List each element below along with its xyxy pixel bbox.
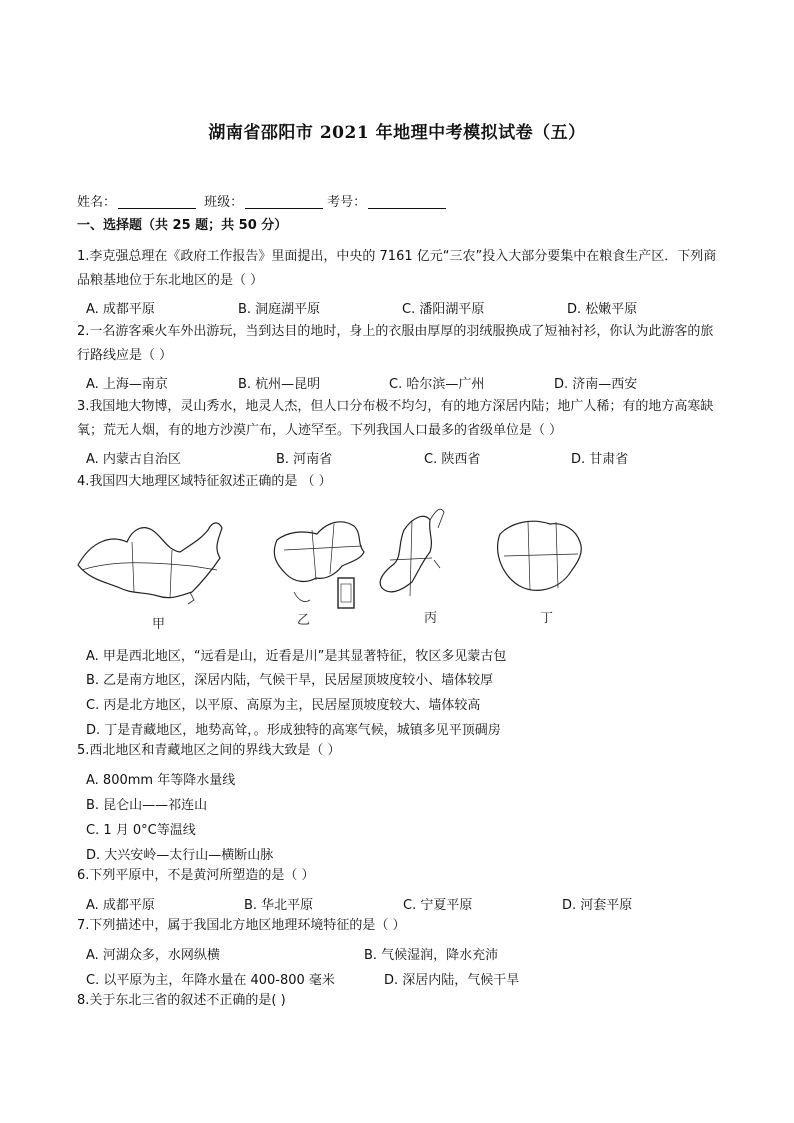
id-blank[interactable] bbox=[368, 194, 446, 209]
map-bing bbox=[380, 509, 444, 596]
q7-option-b[interactable]: B. 气候湿润，降水充沛 bbox=[364, 948, 499, 963]
question-6-options bbox=[86, 894, 726, 914]
class-blank[interactable] bbox=[245, 194, 323, 209]
class-label: 班级： bbox=[204, 195, 244, 210]
q7-option-c[interactable]: C. 以平原为主，年降水量在 400-800 毫米 bbox=[86, 973, 335, 988]
question-1: 1.李克强总理在《政府工作报告》里面提出，中央的 7161 亿元“三农”投入大部分要集中在粮食生产区．下列商品粮基地位于东北地区的是（ ） bbox=[77, 249, 717, 288]
q7-option-d[interactable]: D. 深居内陆，气候干旱 bbox=[384, 973, 520, 988]
q6-option-d[interactable]: D. 河套平原 bbox=[562, 898, 633, 913]
page-title: 湖南省邵阳市 2021 年地理中考模拟试卷（五） bbox=[208, 123, 586, 143]
q4-option-b[interactable]: B. 乙是南方地区，深居内陆，气候干旱，民居屋顶坡度较小、墙体较厚 bbox=[86, 673, 494, 688]
question-7-options-row2 bbox=[86, 969, 726, 989]
q6-option-c[interactable]: C. 宁夏平原 bbox=[403, 898, 473, 913]
q3-option-a[interactable]: A. 内蒙古自治区 bbox=[86, 452, 181, 467]
section-heading: 一、选择题（共 25 题；共 50 分） bbox=[77, 218, 288, 233]
q1-option-c[interactable]: C. 潘阳湖平原 bbox=[402, 302, 485, 317]
q2-option-c[interactable]: C. 哈尔滨—广州 bbox=[389, 377, 485, 392]
q1-option-d[interactable]: D. 松嫩平原 bbox=[567, 302, 638, 317]
question-1-options bbox=[86, 298, 726, 318]
map-label-jia: 甲 bbox=[152, 617, 166, 630]
q3-option-c[interactable]: C. 陕西省 bbox=[424, 452, 481, 467]
q5-option-b[interactable]: B. 昆仑山——祁连山 bbox=[86, 798, 208, 813]
q4-option-d[interactable]: D. 丁是青藏地区，地势高耸，。形成独特的高寒气候，城镇多见平顶碉房 bbox=[86, 723, 501, 738]
student-info-line bbox=[77, 191, 450, 210]
q5-option-a[interactable]: A. 800mm 年等降水量线 bbox=[86, 773, 236, 788]
q2-option-a[interactable]: A. 上海—南京 bbox=[86, 377, 168, 392]
question-3: 3.我国地大物博，灵山秀水，地灵人杰，但人口分布极不均匀，有的地方深居内陆；地广人稀；有的地方高寒缺氧；荒无人烟，有的地方沙漠广布，人迹罕至。下列我国人口最多的省级单位是（ ） bbox=[77, 399, 714, 438]
region-maps bbox=[72, 500, 592, 630]
name-blank[interactable] bbox=[118, 194, 196, 209]
q3-option-d[interactable]: D. 甘肃省 bbox=[571, 452, 629, 467]
question-3-options bbox=[86, 448, 726, 468]
q4-option-a[interactable]: A. 甲是西北地区，“远看是山，近看是川”是其显著特征，牧区多见蒙古包 bbox=[86, 649, 507, 664]
name-label: 姓名： bbox=[77, 195, 117, 210]
question-6: 6.下列平原中，不是黄河所塑造的是（ ） bbox=[77, 868, 315, 883]
question-7-options-row1 bbox=[86, 944, 726, 964]
question-8: 8.关于东北三省的叙述不正确的是( ) bbox=[77, 993, 286, 1008]
q5-option-c[interactable]: C. 1 月 0°C等温线 bbox=[86, 823, 196, 838]
q1-option-b[interactable]: B. 洞庭湖平原 bbox=[238, 302, 321, 317]
question-5: 5.西北地区和青藏地区之间的界线大致是（ ） bbox=[77, 743, 341, 758]
question-2-options bbox=[86, 373, 726, 393]
q7-option-a[interactable]: A. 河湖众多，水网纵横 bbox=[86, 948, 220, 963]
question-4: 4.我国四大地理区域特征叙述正确的是 （ ） bbox=[77, 474, 332, 489]
map-label-ding: 丁 bbox=[540, 611, 554, 626]
q5-option-d[interactable]: D. 大兴安岭—太行山—横断山脉 bbox=[86, 848, 274, 863]
map-yi bbox=[274, 522, 364, 608]
map-label-bing: 丙 bbox=[424, 611, 438, 626]
id-label: 考号： bbox=[327, 195, 367, 210]
q1-option-a[interactable]: A. 成都平原 bbox=[86, 302, 155, 317]
map-ding bbox=[498, 521, 582, 590]
q4-option-c[interactable]: C. 丙是北方地区，以平原、高原为主，民居屋顶坡度较大、墙体较高 bbox=[86, 698, 481, 713]
q6-option-b[interactable]: B. 华北平原 bbox=[244, 898, 314, 913]
question-7: 7.下列描述中，属于我国北方地区地理环境特征的是（ ） bbox=[77, 918, 406, 933]
q3-option-b[interactable]: B. 河南省 bbox=[276, 452, 333, 467]
map-jia bbox=[78, 523, 222, 604]
q6-option-a[interactable]: A. 成都平原 bbox=[86, 898, 155, 913]
question-2: 2.一名游客乘火车外出游玩，当到达目的地时，身上的衣服由厚厚的羽绒服换成了短袖衬衫，你认为此游客的旅行路线应是（ ） bbox=[77, 324, 714, 363]
q2-option-b[interactable]: B. 杭州—昆明 bbox=[238, 377, 321, 392]
q2-option-d[interactable]: D. 济南—西安 bbox=[554, 377, 638, 392]
map-label-yi: 乙 bbox=[297, 613, 311, 628]
